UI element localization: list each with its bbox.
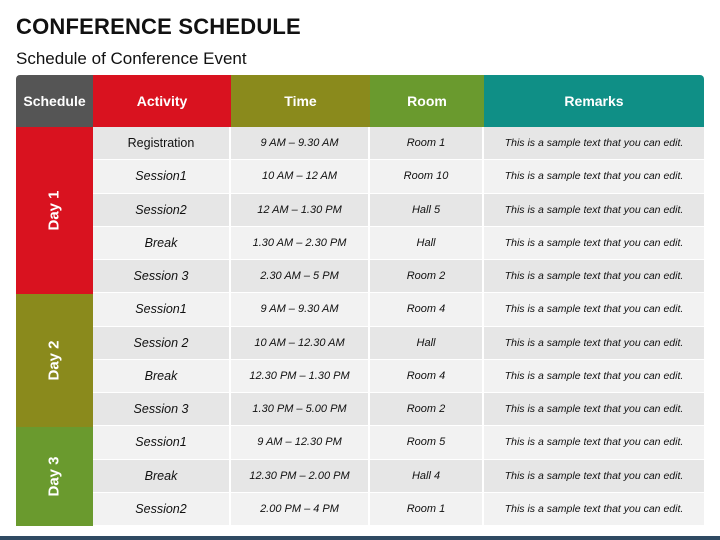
room-cell: Hall 4	[370, 460, 484, 492]
activity-cell: Break	[93, 360, 231, 392]
room-cell: Hall	[370, 327, 484, 359]
day-2-label: Day 2	[46, 340, 63, 381]
table-row	[93, 160, 704, 193]
table-row	[93, 426, 704, 459]
activity-cell: Session 3	[93, 393, 231, 425]
schedule-table	[93, 127, 704, 526]
remarks-cell: This is a sample text that you can edit.	[504, 137, 684, 150]
remarks-cell: This is a sample text that you can edit.	[504, 270, 684, 283]
header-time: Time	[231, 75, 370, 127]
activity-cell: Break	[93, 460, 231, 492]
time-cell: 9 AM – 9.30 AM	[231, 127, 370, 159]
header-activity: Activity	[93, 75, 231, 127]
activity-cell: Session 2	[93, 327, 231, 359]
page-title: CONFERENCE SCHEDULE	[16, 14, 301, 39]
table-row	[93, 293, 704, 326]
time-cell: 10 AM – 12.30 AM	[231, 327, 370, 359]
time-cell: 9 AM – 9.30 AM	[231, 293, 370, 325]
table-row	[93, 360, 704, 393]
page-subtitle: Schedule of Conference Event	[16, 49, 247, 68]
room-cell: Room 1	[370, 127, 484, 159]
room-cell: Hall 5	[370, 194, 484, 226]
activity-cell: Session2	[93, 493, 231, 525]
room-cell: Room 4	[370, 360, 484, 392]
activity-cell: Session1	[93, 293, 231, 325]
remarks-cell: This is a sample text that you can edit.	[504, 303, 684, 316]
day-1-band	[16, 127, 93, 294]
activity-cell: Registration	[93, 127, 231, 159]
time-cell: 12 AM – 1.30 PM	[231, 194, 370, 226]
time-cell: 12.30 PM – 2.00 PM	[231, 460, 370, 492]
header-schedule: Schedule	[16, 75, 93, 127]
day-1-label: Day 1	[46, 190, 63, 231]
table-row	[93, 194, 704, 227]
remarks-cell: This is a sample text that you can edit.	[504, 236, 684, 249]
room-cell: Room 1	[370, 493, 484, 525]
footer-bar	[0, 536, 720, 540]
remarks-cell: This is a sample text that you can edit.	[504, 469, 684, 482]
header-remarks: Remarks	[484, 75, 704, 127]
table-row	[93, 327, 704, 360]
activity-cell: Session1	[93, 160, 231, 192]
remarks-cell: This is a sample text that you can edit.	[504, 436, 684, 449]
day-2-band	[16, 294, 93, 427]
room-cell: Room 2	[370, 260, 484, 292]
day-3-label: Day 3	[46, 456, 63, 497]
remarks-cell: This is a sample text that you can edit.	[504, 336, 684, 349]
time-cell: 9 AM – 12.30 PM	[231, 426, 370, 458]
room-cell: Room 5	[370, 426, 484, 458]
remarks-cell: This is a sample text that you can edit.	[504, 203, 684, 216]
time-cell: 2.30 AM – 5 PM	[231, 260, 370, 292]
day-3-band	[16, 427, 93, 526]
header-room: Room	[370, 75, 484, 127]
table-row	[93, 393, 704, 426]
activity-cell: Session1	[93, 426, 231, 458]
table-row	[93, 227, 704, 260]
table-row	[93, 493, 704, 526]
time-cell: 10 AM – 12 AM	[231, 160, 370, 192]
activity-cell: Session 3	[93, 260, 231, 292]
room-cell: Room 2	[370, 393, 484, 425]
room-cell: Room 4	[370, 293, 484, 325]
activity-cell: Break	[93, 227, 231, 259]
time-cell: 12.30 PM – 1.30 PM	[231, 360, 370, 392]
time-cell: 2.00 PM – 4 PM	[231, 493, 370, 525]
remarks-cell: This is a sample text that you can edit.	[504, 170, 684, 183]
room-cell: Room 10	[370, 160, 484, 192]
table-row	[93, 260, 704, 293]
table-row	[93, 460, 704, 493]
room-cell: Hall	[370, 227, 484, 259]
remarks-cell: This is a sample text that you can edit.	[504, 502, 684, 515]
activity-cell: Session2	[93, 194, 231, 226]
remarks-cell: This is a sample text that you can edit.	[504, 403, 684, 416]
remarks-cell: This is a sample text that you can edit.	[504, 369, 684, 382]
time-cell: 1.30 PM – 5.00 PM	[231, 393, 370, 425]
table-row	[93, 127, 704, 160]
time-cell: 1.30 AM – 2.30 PM	[231, 227, 370, 259]
